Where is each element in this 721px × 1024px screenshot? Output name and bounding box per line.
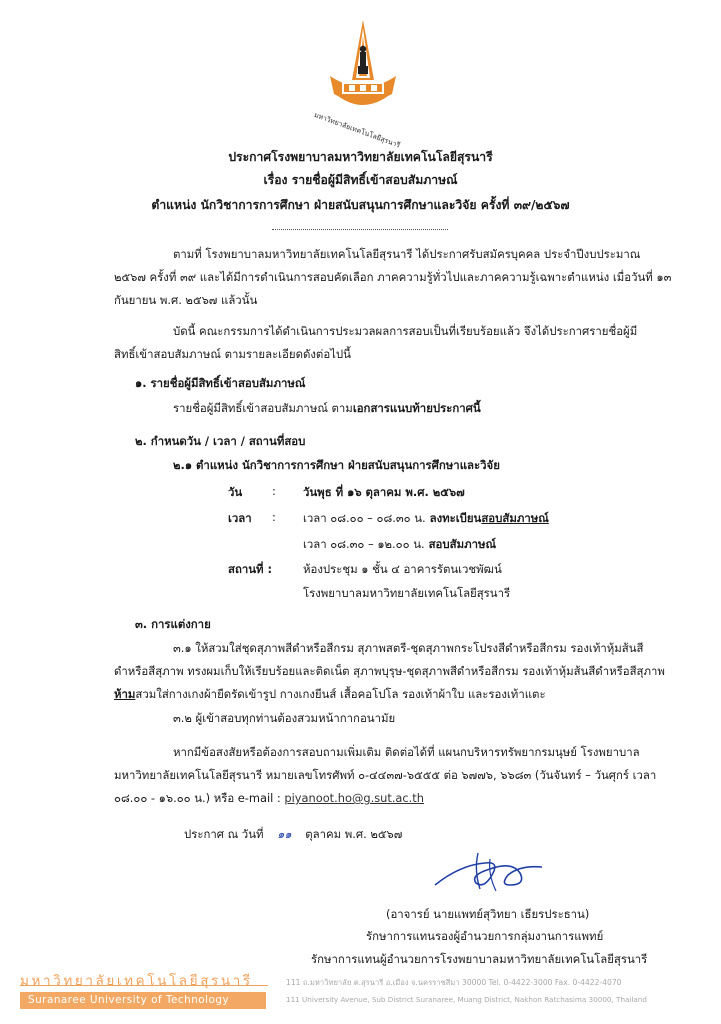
signatory-role: รักษาการแทนรองผู้อำนวยการกลุ่มงานการแพทย์: [366, 929, 604, 943]
announce-day: ๑๑: [277, 827, 292, 841]
announcement-subject: เรื่อง รายชื่อผู้มีสิทธิ์เข้าสอบสัมภาษณ์: [263, 173, 458, 187]
prohibited-label: ห้าม: [114, 687, 136, 701]
contact-line: หากมีข้อสงสัยหรือต้องการสอบถามเพิ่มเติม ติดต่อได้ที่ แผนกบริหารทรัพยากรมนุษย์ โรงพยาบาล: [173, 745, 640, 759]
time-activity: สอบสัมภาษณ์: [424, 537, 497, 551]
intro-line: กันยายน พ.ศ. ๒๕๖๗ แล้วนั้น: [114, 293, 258, 307]
section1-title: ๑. รายชื่อผู้มีสิทธิ์เข้าสอบสัมภาษณ์: [135, 376, 306, 390]
time-colon: :: [272, 510, 276, 524]
exam-day: วันพุธ ที่ ๑๖ ตุลาคม พ.ศ. ๒๕๖๗: [303, 485, 465, 499]
signatory-name: (อาจารย์ นายแพทย์สุวิทยา เธียรประธาน): [386, 907, 590, 921]
footer-university-english: Suranaree University of Technology: [28, 994, 230, 1006]
announcement-title: ประกาศโรงพยาบาลมหาวิทยาลัยเทคโนโลยีสุรนารี: [228, 150, 493, 164]
time-range: เวลา ๐๘.๐๐ – ๐๘.๓๐ น.: [303, 511, 426, 525]
day-label: วัน: [228, 485, 243, 499]
university-logo: [322, 18, 404, 126]
time-activity: ลงทะเบียน: [425, 511, 482, 525]
place-room: ห้องประชุม ๑ ชั้น ๔ อาคารรัตนเวชพัฒน์: [303, 562, 502, 576]
intro-line: ตามที่ โรงพยาบาลมหาวิทยาลัยเทคโนโลยีสุรนารี ได้ประกาศรับสมัครบุคคล ประจำปีงบประมาณ: [173, 247, 641, 261]
intro-line: บัดนี้ คณะกรรมการได้ดำเนินการประมวลผลการสอบเป็นที่เรียบร้อยแล้ว จึงได้ประกาศรายชื่อผู้มี: [173, 324, 638, 338]
attachment-reference: เอกสารแนบท้ายประกาศนี้: [352, 401, 481, 415]
section2-title: ๒. กำหนดวัน / เวลา / สถานที่สอบ: [135, 434, 306, 448]
signatory-role: รักษาการแทนผู้อำนวยการโรงพยาบาลมหาวิทยาลัยเทคโนโลยีสุรนารี: [311, 952, 648, 966]
contact-email-link[interactable]: piyanoot.ho@g.sut.ac.th: [284, 791, 424, 805]
time-activity-underlined: สอบสัมภาษณ์: [481, 511, 549, 525]
announce-month-year: ตุลาคม พ.ศ. ๒๕๖๗: [305, 827, 403, 841]
footer-address-english: 111 University Avenue, Sub District Suranaree, Muang District, Nakhon Ratchasima 30000, Thailand: [286, 995, 647, 1004]
section1-body: [173, 400, 481, 418]
footer-rule: [20, 985, 268, 986]
prohibited-items: สวมใส่กางเกงผ้ายืดรัดเข้ารูป กางเกงยีนส์ เสื้อคอโปโล รองเท้าผ้าใบ และรองเท้าแตะ: [135, 687, 546, 701]
time-range: เวลา ๐๘.๓๐ – ๑๒.๐๐ น.: [303, 537, 425, 551]
logo-caption: มหาวิทยาลัยเทคโนโลยีสุรนารี: [312, 110, 402, 150]
place-building: โรงพยาบาลมหาวิทยาลัยเทคโนโลยีสุรนารี: [303, 586, 511, 600]
intro-line: สิทธิ์เข้าสอบสัมภาษณ์ ตามรายละเอียดดังต่อไปนี้: [114, 347, 351, 361]
day-colon: :: [272, 484, 276, 498]
announce-date: [184, 826, 402, 844]
time-label: เวลา: [228, 511, 252, 525]
dress-code-line: ดำหรือสีสุภาพ ทรงผมเก็บให้เรียบร้อยและติดเน็ต สุภาพบุรุษ-ชุดสุภาพสีดำหรือสีกรม รองเท้าหุ้มส้นสีดำหรือสีสุภาพ: [114, 664, 665, 678]
header-divider: [272, 229, 448, 230]
announce-label: ประกาศ ณ วันที่: [184, 827, 264, 841]
contact-hours: ๐๘.๐๐ - ๑๖.๐๐ น.) หรือ e-mail :: [114, 791, 281, 805]
section2-subtitle: ๒.๑ ตำแหน่ง นักวิชาการการศึกษา ฝ่ายสนับสนุนการศึกษาและวิจัย: [173, 458, 500, 472]
dress-code-line: [114, 686, 546, 704]
place-label: สถานที่ :: [228, 562, 273, 576]
section3-title: ๓. การแต่งกาย: [135, 617, 211, 631]
contact-line: มหาวิทยาลัยเทคโนโลยีสุรนารี หมายเลขโทรศัพท์ ๐-๔๔๓๗-๖๕๕๕ ต่อ ๖๗๗๖, ๖๖๘๓ (วันจันทร์ – วันศุกร์ เวลา: [114, 768, 657, 782]
dress-code-line: ๓.๑ ให้สวมใส่ชุดสุภาพสีดำหรือสีกรม สุภาพสตรี-ชุดสุภาพกระโปรงสีดำหรือสีกรม รองเท้าหุ้มส้นสี: [173, 641, 644, 655]
mask-requirement: ๓.๒ ผู้เข้าสอบทุกท่านต้องสวมหน้ากากอนามัย: [173, 711, 396, 725]
time-slot-interview: [303, 536, 496, 554]
announcement-position: ตำแหน่ง นักวิชาการการศึกษา ฝ่ายสนับสนุนการศึกษาและวิจัย ครั้งที่ ๓๙/๒๕๖๗: [151, 198, 570, 212]
contact-line: [114, 790, 424, 808]
footer-university-thai: มหาวิทยาลัยเทคโนโลยีสุรนารี: [20, 973, 253, 989]
signature-mark: [430, 845, 550, 895]
section1-body-text: รายชื่อผู้มีสิทธิ์เข้าสอบสัมภาษณ์ ตาม: [173, 401, 353, 415]
intro-line: ๒๕๖๗ ครั้งที่ ๓๙ และได้มีการดำเนินการสอบคัดเลือก ภาคความรู้ทั่วไปและภาคความรู้เฉพาะตำแหน่ง เมื่อวันที่ ๑๓: [114, 270, 672, 284]
footer-address-thai: 111 ถ.มหาวิทยาลัย ต.สุรนารี อ.เมือง จ.นครราชสีมา 30000 Tel. 0-4422-3000 Fax. 0-4422-4070: [286, 978, 622, 987]
time-slot-registration: [303, 510, 549, 528]
